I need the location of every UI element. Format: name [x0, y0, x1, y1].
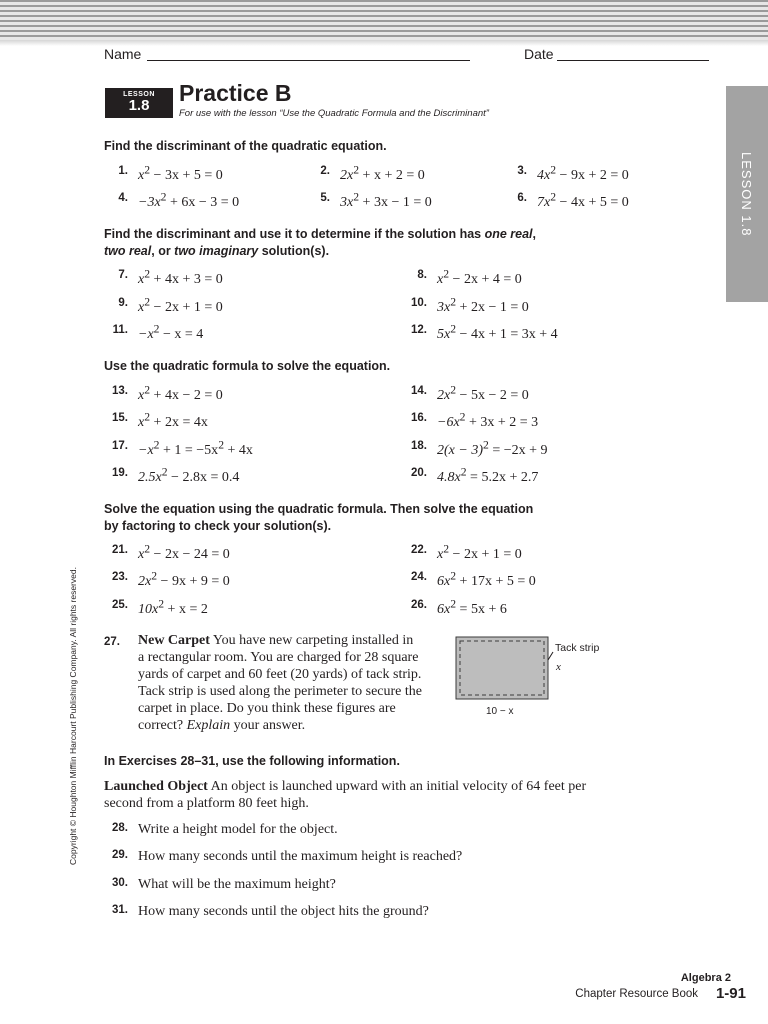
exercise-number: 17. [112, 440, 128, 452]
section-2-heading: Find the discriminant and use it to determine if the solution has one real, two real, or two imaginary solution(s). [104, 227, 537, 258]
exercise-number: 26. [411, 599, 427, 611]
footer-book-title: Algebra 2 [680, 972, 731, 984]
exercise-21: 21. $x^2 - 2x - 24 = 0$ [112, 542, 230, 562]
exercise-10: 10. $3x^2 + 2x - 1 = 0$ [411, 295, 529, 315]
exercise-12: 12. $5x^2 - 4x + 1 = 3x + 4$ [411, 322, 558, 342]
exercise-3: 3. $4x^2 - 9x + 2 = 0$ [517, 163, 629, 183]
date-field-line[interactable] [557, 60, 709, 61]
exercise-number: 30. [112, 877, 128, 889]
exercise-16: 16. $-6x^2 + 3x + 2 = 3$ [411, 410, 539, 430]
exercise-13: 13. $x^2 + 4x - 2 = 0$ [112, 383, 223, 403]
exercise-27: 27. New Carpet You have new carpeting installed in a rectangular room. You are charged for 28 square yards of carpet and 60 feet (20 yards) of tack strip. Tack strip is used along the perimeter to secure the carpet in place. Do you think these figures are correct? Explain your answer. [104, 633, 422, 733]
exercise-17: 17. $-x^2 + 1 = -5x^2 + 4x$ [112, 438, 253, 458]
lesson-badge-number: 1.8 [128, 97, 150, 114]
launched-object-intro: Launched Object An object is launched upward with an initial velocity of 64 feet per second from a platform 80 feet high. [104, 779, 587, 811]
section-5-heading: In Exercises 28–31, use the following information. [104, 754, 400, 768]
exercise-18: 18. $2(x - 3)^2 = -2x + 9$ [411, 438, 548, 458]
exercise-20: 20. $4.8x^2 = 5.2x + 2.7$ [411, 465, 539, 485]
exercise-number: 21. [112, 544, 128, 556]
exercise-number: 16. [411, 412, 427, 424]
footer-resource-label: Chapter Resource Book [575, 988, 698, 1000]
exercise-number: 27. [104, 636, 120, 648]
name-date-row [104, 46, 710, 64]
exercise-23: 23. $2x^2 - 9x + 9 = 0$ [112, 569, 230, 589]
exercise-11: 11. $-x^2 - x = 4$ [112, 322, 204, 342]
exercise-number: 5. [320, 192, 330, 204]
exercise-number: 13. [112, 385, 128, 397]
exercise-number: 14. [411, 385, 427, 397]
exercise-number: 11. [112, 324, 128, 336]
copyright-notice: Copyright © Houghton Mifflin Harcourt Publishing Company. All rights reserved. [68, 567, 78, 865]
page-top-border [0, 0, 768, 40]
exercise-28: 28. Write a height model for the object. [112, 822, 338, 837]
exercise-15: 15. $x^2 + 2x = 4x$ [112, 410, 208, 430]
exercise-number: 31. [112, 904, 128, 916]
exercise-7: 7. $x^2 + 4x + 3 = 0$ [118, 267, 223, 287]
exercise-number: 10. [411, 297, 427, 309]
exercise-number: 2. [320, 165, 330, 177]
exercise-number: 24. [411, 571, 427, 583]
exercise-number: 15. [112, 412, 128, 424]
exercise-number: 20. [411, 467, 427, 479]
exercise-27-title: New Carpet [138, 633, 210, 648]
exercise-5: 5. $3x^2 + 3x - 1 = 0$ [320, 190, 432, 210]
exercise-number: 7. [118, 269, 128, 281]
exercise-number: 19. [112, 467, 128, 479]
exercise-25: 25. $10x^2 + x = 2$ [112, 597, 208, 617]
side-length-label: x [556, 661, 561, 673]
page-subtitle: For use with the lesson “Use the Quadratic Formula and the Discriminant” [179, 108, 489, 119]
lesson-side-tab [726, 86, 768, 302]
exercise-19: 19. $2.5x^2 - 2.8x = 0.4$ [112, 465, 240, 485]
exercise-number: 23. [112, 571, 128, 583]
exercise-9: 9. $x^2 - 2x + 1 = 0$ [118, 295, 223, 315]
page-title: Practice B [179, 80, 292, 106]
exercise-31: 31. How many seconds until the object hits the ground? [112, 904, 429, 919]
footer-page-number: 1-91 [715, 985, 746, 1002]
bottom-length-label: 10 − x [486, 706, 514, 717]
exercise-number: 25. [112, 599, 128, 611]
tack-strip-pointer [548, 652, 553, 660]
exercise-1: 1. $x^2 - 3x + 5 = 0$ [118, 163, 223, 183]
exercise-number: 18. [411, 440, 427, 452]
exercise-4: 4. $-3x^2 + 6x - 3 = 0$ [118, 190, 240, 210]
exercise-number: 8. [417, 269, 427, 281]
carpet-room-diagram [452, 632, 622, 722]
exercise-6: 6. $7x^2 - 4x + 5 = 0$ [517, 190, 629, 210]
section-1-heading: Find the discriminant of the quadratic equation. [104, 139, 387, 153]
name-label: Name [104, 46, 142, 62]
exercise-number: 4. [118, 192, 128, 204]
exercise-14: 14. $2x^2 - 5x - 2 = 0$ [411, 383, 529, 403]
exercise-26: 26. $6x^2 = 5x + 6$ [411, 597, 507, 617]
exercise-8: 8. $x^2 - 2x + 4 = 0$ [417, 267, 522, 287]
exercise-number: 6. [517, 192, 527, 204]
date-label: Date [524, 46, 554, 62]
exercise-number: 28. [112, 822, 128, 834]
section-3-heading: Use the quadratic formula to solve the equation. [104, 359, 391, 373]
exercise-24: 24. $6x^2 + 17x + 5 = 0$ [411, 569, 536, 589]
exercise-number: 3. [517, 165, 527, 177]
exercise-number: 9. [118, 297, 128, 309]
lesson-badge [105, 88, 173, 118]
lesson-badge-word: LESSON [123, 91, 155, 98]
exercise-number: 1. [118, 165, 128, 177]
exercise-29: 29. How many seconds until the maximum height is reached? [112, 849, 463, 864]
carpet-rectangle [456, 637, 548, 699]
tack-strip-label: Tack strip [555, 642, 600, 654]
exercise-22: 22. $x^2 - 2x + 1 = 0$ [411, 542, 522, 562]
section-4-heading: Solve the equation using the quadratic formula. Then solve the equation by factoring to check your solution(s). [104, 502, 534, 533]
exercise-number: 29. [112, 849, 128, 861]
exercise-number: 22. [411, 544, 427, 556]
lesson-side-tab-label: LESSON 1.8 [739, 152, 755, 237]
exercise-number: 12. [411, 324, 427, 336]
launched-object-title: Launched Object [104, 779, 208, 794]
exercise-30: 30. What will be the maximum height? [112, 877, 336, 892]
name-field-line[interactable] [147, 60, 470, 61]
exercise-2: 2. $2x^2 + x + 2 = 0$ [320, 163, 425, 183]
